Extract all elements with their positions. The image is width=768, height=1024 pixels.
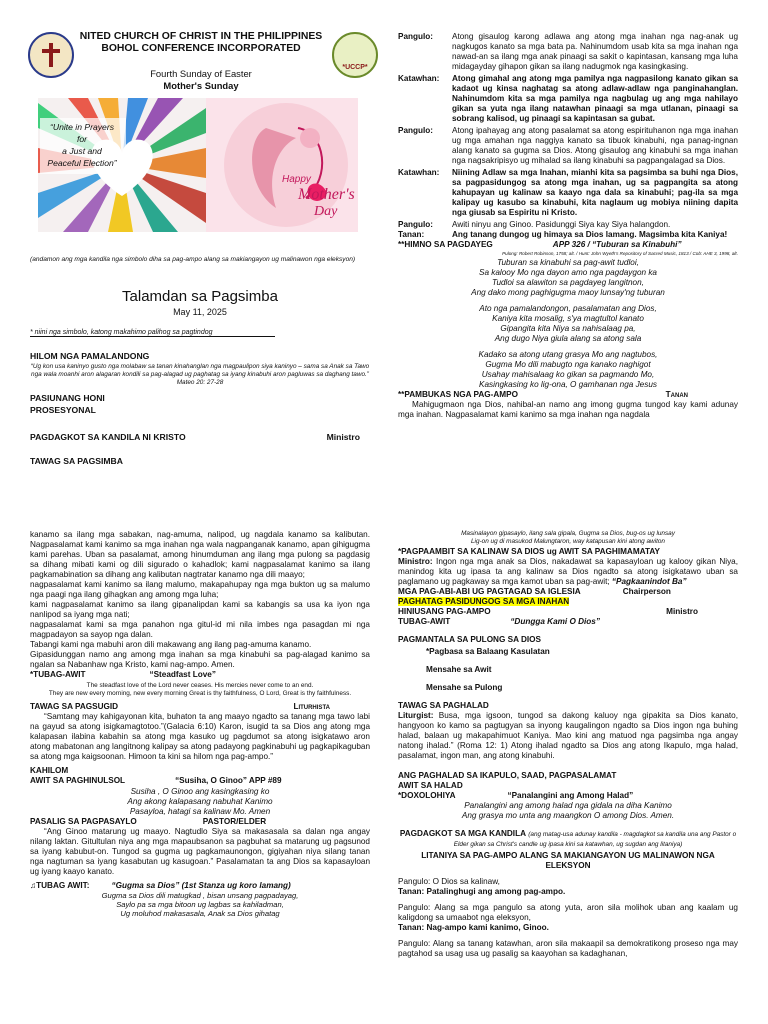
response-5 <box>398 220 738 230</box>
response-2 <box>398 74 738 124</box>
liturgist-label: Liturgist: <box>398 710 434 720</box>
pagabiabi-row <box>398 587 738 597</box>
pasidungog-row <box>398 597 738 607</box>
pagdagkot-heading: PAGDAGKOT SA MGA KANDILA <box>399 828 527 838</box>
lyric-line: Gugma sa Dios dili matugkad , bisan unsang pagpadayag, <box>101 890 299 900</box>
response-6 <box>398 230 738 240</box>
paghinulsol-lyrics <box>30 787 370 817</box>
mensahe-awit-item: Mensahe sa Awit <box>426 664 492 674</box>
tawag-heading: TAWAG SA PAGSIMBA <box>30 456 123 467</box>
tubag2-row <box>30 881 370 891</box>
pagabiabi-who: Chairperson <box>622 586 671 596</box>
conference-name: BOHOL CONFERENCE INCORPORATED <box>101 43 301 54</box>
role-label: Pangulo: <box>398 126 434 135</box>
liturgist-text: Busa, mga igsoon, tungod sa dakong kaluoy nga gipakita sa Dios kanato, hangyoon ko kamo sa pagtugyan sa inyong kaugalingon ngadto sa Dios ingon nga buhing halad, balaan ug makapahimuot Kaniya. Mao kini ang matuod nga pagsimba nga angay natong ihalad.” (Roma 12: 1) Atong ihalad ngadto sa Dios ang atong Ikapulo, mga halad, pasalamat, ingon man, ang atong kinabuhi. <box>398 710 738 760</box>
prayer-text-6: Gipasidunggan namo ang among mga inahan sa mga kinabuhi sa pag-alagad kanimo sa ngalan sa Nabanhaw nga Kristo, kami nag-ampo. Amen. <box>30 650 370 669</box>
tubag-row <box>30 670 370 680</box>
lyric-line: Susiha , O Ginoo ang kasingkasing ko <box>130 786 270 796</box>
symbol-note-text: * niini nga simbolo, katong makahimo palihog sa pagtindog <box>30 329 213 336</box>
litaniya-heading: LITANIYA SA PAG-AMPO ALANG SA MAKIANGAYON UG MALINAWON NGA ELEKSYON <box>421 850 715 870</box>
hilom-heading: HILOM NGA PAMALANDONG <box>30 351 150 361</box>
ministro-song: “Pagkaanindot Ba” <box>611 576 687 586</box>
role-label: Katawhan: <box>398 74 440 83</box>
prayer-text-5: Tabangi kami nga mabuhi aron dili makawang ang ilang pag-amuma kanamo. <box>30 640 312 649</box>
verse-line: Ato nga pamalandongon, pasalamatan ang Dios, <box>479 303 657 313</box>
pasalig-who: PASTOR/ELDER <box>202 816 267 826</box>
prayer-text-2: nagpasalamat kami kanimo sa ilang malumo, makapahupay nga mga bukton ug sa malumo nga paagi nga ilang gihagkan ang among mga luha; <box>30 580 370 599</box>
uccp-logo-text: *UCCP* <box>342 63 368 71</box>
hinisuang-row <box>398 607 698 617</box>
response-3 <box>398 126 738 166</box>
pagsugid-row <box>30 702 330 712</box>
verse-line: Gipangita kita Niya sa nahisalaag pa, <box>500 323 636 333</box>
hilom-reference: Mateo 20: 27-28 <box>176 379 224 387</box>
verse-line: Kaniya kita mosalig, s'ya magtultol kanato <box>492 313 644 323</box>
paghinulsol-title: “Susiha, O Ginoo” APP #89 <box>175 775 282 785</box>
doxo-line: Panalangini ang among halad nga gidala na diha Kanimo <box>464 800 672 810</box>
response-1 <box>398 32 738 72</box>
tubag-heading: *TUBAG-AWIT <box>30 670 86 679</box>
pagsugid-text: “Samtang may kahigayonan kita, buhaton ta ang maayo ngadto sa tanang mga tawo labi na gayud sa atong isigkamagtotoo.”(Galacia 6:10) Karon, isugid ta sa Dios ang atong mga kalapasan ilabina kabahin sa atong mga kasuko ug pagdumot sa atong isigkatawo aron atong mabatonan ang langitnong kalipay sa atong padayong pagkinabuhi ug pagkapikaguban sa atong mga kaigsoonan. Himoon ta kini sa hilom nga pag-ampo.” <box>30 711 370 761</box>
prayer-text-1: kanamo sa ilang mga sabakan, nag-amuma, nalipod, ug nagdala kanamo sa kalibutan. Nagpasalamat kami kanimo sa mga inahan nga wala nagpanganak kanamo, apan gihigugma kami parehas. Uban sa pasalamat, among hinumduman ang ilang mga pulong sa pagdasig sa dihang mibati kami og dili sigurado o kahadlok; kami nagpasalamat kanimo sa ilang pagkamabination sa dihang ang kalibutan nagtratar kanamo nga dili maayo; <box>30 530 370 579</box>
pambukas-who: Tanan <box>665 389 688 399</box>
verse-line: Ang dako mong paghigugma maoy lunsay'ng tuburan <box>471 287 665 297</box>
kandila-heading: PAGDAGKOT SA KANDILA NI KRISTO <box>30 431 186 442</box>
cont-line: Masinalayon gipasaylo, ilang sala gipala, Gugma sa Dios, bug-os ug lunsay <box>461 530 675 537</box>
hands-heart-image <box>38 98 206 232</box>
mothers-day-image <box>206 98 358 232</box>
paghalad-heading: ANG PAGHALAD SA IKAPULO, SAAD, PAGPASALAMAT <box>398 770 617 780</box>
hinisuang-heading: HINIUSANG PAG-AMPO <box>398 606 491 616</box>
left-bottom-column <box>30 530 370 918</box>
role-label: Katawhan: <box>398 168 440 177</box>
verse-line: Usahay mahisalaag ko gikan sa pagmando Mo, <box>481 369 655 379</box>
hinisuang-who: Ministro <box>666 606 698 616</box>
himno-row <box>398 240 738 250</box>
banner-line-3: a Just and <box>62 146 102 156</box>
himno-app: APP 326 / “Tuburan sa Kinabuhi” <box>552 240 682 249</box>
verse-line: Tudloi sa alawiton sa pagdayeg langitnon, <box>492 277 644 287</box>
pambukas-heading: **PAMBUKAS NGA PAG-AMPO <box>398 389 518 399</box>
litany-line: Pangulo: Alang sa mga pangulo sa atong yuta, aron sila molihok uban ang kaalam ug kaligdong sa umaabot nga eleksyon, <box>398 902 738 922</box>
verse-line: Ang dugo Niya giula alang sa atong sala <box>494 333 642 343</box>
pagbasa-item: *Pagbasa sa Balaang Kasulatan <box>426 646 550 656</box>
role-text: Atong ipahayag ang atong pasalamat sa atong espirituhanon nga mga inahan ug mga amahan nga naggiya kanato sa tibuok kinabuhi, nga panag-ingnan alang kanato sa gugma sa Dios. Atong gisaulog ang kinabuhi sa mga inahan nga nagsakripisyo ug mihalad sa ilang kinabuhi sa pagpangalagad sa Dios. <box>452 126 738 165</box>
himno-heading: **HIMNO SA PAGDAYEG <box>398 240 493 249</box>
role-text: Awiti ninyu ang Ginoo. Pasidunggi Siya kay Siya halangdon. <box>452 220 671 229</box>
paghinulsol-heading: AWIT SA PAGHINULSOL <box>30 775 126 785</box>
mothers-text: Mother's <box>298 186 355 203</box>
litany-line: Tanan: Nag-ampo kami kanimo, Ginoo. <box>398 922 549 932</box>
awit-halad-heading: AWIT SA HALAD <box>398 780 463 790</box>
role-text: Niining Adlaw sa mga Inahan, mianhi kita sa pagsimba sa buhi nga Dios, sa pagpasidungog sa atong mga inahan, ug sa pagpangita sa atong kahupayan ug kalinaw sa kaayo nga dala sa kinabuhi; pag-ila sa mga kalipay ug kasubo sa kinabuhi, kita naglaum ug mobiya niining dapita nga giusab sa Espiritu ni Kristo. <box>452 168 738 217</box>
lyric-line: Ug moluhod makasasala, Anak sa Dios gihatag <box>120 909 280 919</box>
pagmantala-heading: PAGMANTALA SA PULONG SA DIOS <box>398 634 541 644</box>
prayer-text-4: nagpasalamat kami sa mga panahon nga gitul-id mi nila imbes nga pasagdan mi nga magpadayon sa sayop nga dalan. <box>30 620 370 639</box>
tubag-awit-heading: TUBAG-AWIT <box>398 616 451 626</box>
happy-text: Happy <box>282 174 311 185</box>
pambukas-text: Mahigugmaon nga Dios, nahibal-an namo ang imong gugma tungod kay kami adunay mga inahan. Nagpasalamat kami kanimo sa mga inahan nga nagdala <box>398 399 738 419</box>
tubag-line: The steadfast love of the Lord never ceases. His mercies never come to an end. <box>86 682 314 689</box>
ministro-text: Ingon nga mga anak sa Dios, nakadawat sa kapasayloan ug kalooy gikan Niya, manindog kita ug ipasa ta ang kalinaw sa Dios ngadto sa atong isigkatawo uban sa paglamano ug pagkaway sa mga kamot uban sa pag-awit; <box>398 556 738 586</box>
ministro-label: Ministro: <box>398 556 433 566</box>
tubag-awit-row <box>398 617 738 627</box>
pasalig-row <box>30 817 370 827</box>
role-label: Pangulo: <box>398 32 434 41</box>
role-label: Pangulo: <box>398 220 434 229</box>
honi-heading: PASIUNANG HONI <box>30 392 105 403</box>
verse-line: Kadako sa atong utang grasya Mo ang nagtubos, <box>478 349 658 359</box>
kandila-ministro: Ministro <box>326 431 360 442</box>
pagpaambit-heading: *PAGPAAMBIT SA KALINAW SA DIOS ug AWIT SA PAGHIMAMATAY <box>398 546 660 556</box>
himno-credit: Pulong: Robert Robinson, 1758; alt. / Hunt: John Wyeth's Repository of Sacred Music, 1813 / Cob: AHE 3, 1998, alt. <box>502 251 738 256</box>
doxolohiya-row <box>398 791 738 801</box>
pasidungog-heading: PAGHATAG PASIDUNGOG SA MGA INAHAN <box>398 596 570 606</box>
litany-line: Pangulo: O Dios sa kalinaw, <box>398 876 500 886</box>
verse-line: Sa kalooy Mo nga dayon amo nga pagdaygon ka <box>479 267 657 277</box>
kandila-row <box>30 432 360 442</box>
verse-line: Gugma Mo dili mabugto nga kanako naghigot <box>485 359 651 369</box>
pagsugid-who: Liturhista <box>293 701 330 711</box>
verse-line: Kasingkasing ko lig-ona, O gamhanan nga Jesus <box>479 379 657 389</box>
lyric-line: Saylo pa sa mga bitoon ug lagbas sa kahiladman, <box>116 899 284 909</box>
pagsugid-heading: TAWAG SA PAGSUGID <box>30 701 119 711</box>
tubag2-title: “Gugma sa Dios” (1st Stanza ug koro lamang) <box>111 880 291 890</box>
symbol-note <box>30 329 275 337</box>
pagdagkot-paragraph <box>398 829 738 849</box>
left-top-column <box>30 351 370 467</box>
lyric-line: Pasayloa, hatagi sa kalinaw Mo. Amen <box>129 806 271 816</box>
cont-line: Lig-on ug di masukod Malungtaron, way katapusan kini atong awiton <box>471 537 665 545</box>
sunday-title: Fourth Sunday of Easter <box>150 68 252 79</box>
prayer-text-3: kami nagpasalamat kanimo sa ilang gipanalipdan kami sa kabangis sa usa ka iyon nga nanlipod sa iyang mga nati; <box>30 600 370 619</box>
litany-line: Tanan: Patalinghugi ang among pag-ampo. <box>398 886 566 896</box>
service-date: May 11, 2025 <box>173 307 227 317</box>
tubag-title: “Steadfast Love” <box>149 670 216 679</box>
right-top-column <box>398 30 738 420</box>
doxolohiya-heading: *DOXOLOHIYA <box>398 790 456 800</box>
verse-1 <box>398 258 738 298</box>
tubag2-lyrics <box>30 891 370 919</box>
pasalig-heading: PASALIG SA PAGPASAYLO <box>30 816 137 826</box>
uccp-bohol-logo <box>28 32 74 78</box>
liturgist-paragraph <box>398 711 738 761</box>
verse-2 <box>398 304 738 344</box>
tubag2-heading: ♫TUBAG AWIT: <box>30 880 90 890</box>
role-text: Ang tanang dungog ug himaya sa Dios lamang. Magsimba kita Kaniya! <box>452 230 728 239</box>
lyric-line: Ang akong kalapasang nabuhat Kanimo <box>127 796 273 806</box>
litany-line: Pangulo: Alang sa tanang katawhan, aron sila makaapil sa demokratikong proseso nga may pagtahod sa usag usa ug pasalig sa kaayohan sa kadaghanan, <box>398 938 738 958</box>
right-bottom-column <box>398 530 738 959</box>
tawag-paghalad-heading: TAWAG SA PAGHALAD <box>398 700 489 710</box>
doxo-line: Ang grasya mo unta ang maangkon O among Dios. Amen. <box>461 810 675 820</box>
occasion-title: Mother's Sunday <box>163 80 239 91</box>
pasalig-text: “Ang Ginoo matarung ug maayo. Nagtudlo Siya sa makasasala sa dalan nga angay nilang laktan. Gitultulan niya ang mga mapaubsanon sa pagbuhat sa matarung ug pagsunod sa iyang kabubut-on. Tungod sa gugma ug pagkamaunongon, gigiyahan niya silang tanan nga nagtuman sa iyang kasabutan ug kasugoan.” Pasalamatan ta ang Dios sa kapasayloan ug iyang kaayo kanato. <box>30 826 370 876</box>
banner-line-4: Peaceful Election” <box>47 158 117 168</box>
tubag-line: They are new every morning, new every morning Great is thy faithfulness, O Lord, Great is thy faithfulness. <box>48 689 352 697</box>
pambukas-row <box>398 390 688 400</box>
verse-3 <box>398 350 738 390</box>
ministro-paragraph <box>398 557 738 587</box>
page-title: Talamdan sa Pagsimba <box>122 288 278 305</box>
role-text: Atong gisaulog karong adlawa ang atong mga inahan nga nag-anak ug nagkugos kanato sa mga bata pa. Nahinumdom usab kita sa mga inahan nga nawad-an sa ilang mga anak pinaagi sa sakit o kapintasan, kansang mga luha midagayday gihapon gikan sa ilang nadugmok nga kasingkasing. <box>452 32 738 71</box>
day-text: Day <box>314 204 338 219</box>
tubag-awit-title: “Dungga Kami O Dios” <box>510 616 600 626</box>
doxolohiya-title: “Panalangini ang Among Halad” <box>507 790 634 800</box>
role-label: Tanan: <box>398 230 425 239</box>
uccp-logo <box>332 32 378 78</box>
pagabiabi-heading: MGA PAG-ABI-ABI UG PAGTAGAD SA IGLESIA <box>398 586 581 596</box>
cross-icon <box>36 40 66 70</box>
mothers-day-banner <box>38 98 358 232</box>
banner-line-2: for <box>76 134 88 144</box>
banner-line-1: “Unite in Prayers <box>50 122 114 132</box>
hilom-quote: “Ug kon usa kaninyo gusto nga molabaw sa tanan kinahanglan nga magpaulipon siya kaninyo – sama sa Anak sa Tawo nga wala moanhi aron alagaran kondili sa pag-alagad ug paghatag sa iyang kinabuhi aron pagluwas sa daghang tawo.” <box>30 363 370 379</box>
banner-caption: (andamon ang mga kandila nga simbolo diha sa pag-ampo alang sa makiangayon ug malinawon nga eleksyon) <box>30 256 356 263</box>
mensahe-pulong-item: Mensahe sa Pulong <box>426 682 503 692</box>
response-4 <box>398 168 738 218</box>
prosesyonal-heading: PROSESYONAL <box>30 405 96 416</box>
verse-line: Tuburan sa kinabuhi sa pag-awit tudloi, <box>497 257 639 267</box>
kahilom-heading: KAHILOM <box>30 765 69 775</box>
pagdagkot-note: (ang matag-usa adunay kandila - magdagkot sa kandila una ang Pastor o Elder gikan sa Christ's candle ug ipasa kini sa katawhan, ug sugdan ang litaniya) <box>453 830 737 848</box>
paghinulsol-row <box>30 776 370 786</box>
church-name: NITED CHURCH OF CHRIST IN THE PHILIPPINES <box>79 31 323 42</box>
role-text: Atong gimahal ang atong mga pamilya nga nagpasilong kanato gikan sa kadaot ug kinsa naghatag sa atong adlaw-adlaw nga panginahanglan. Nahinumdom kita sa mga pamilya nga nagbulag ug ang mga nahilayo gikan sa yuta nga ilang natawhan pinaagi sa mga utlanan, pinaagi sa sobrang kalisod, ug pinaagi sa kapintasan sa gubat. <box>452 74 738 123</box>
